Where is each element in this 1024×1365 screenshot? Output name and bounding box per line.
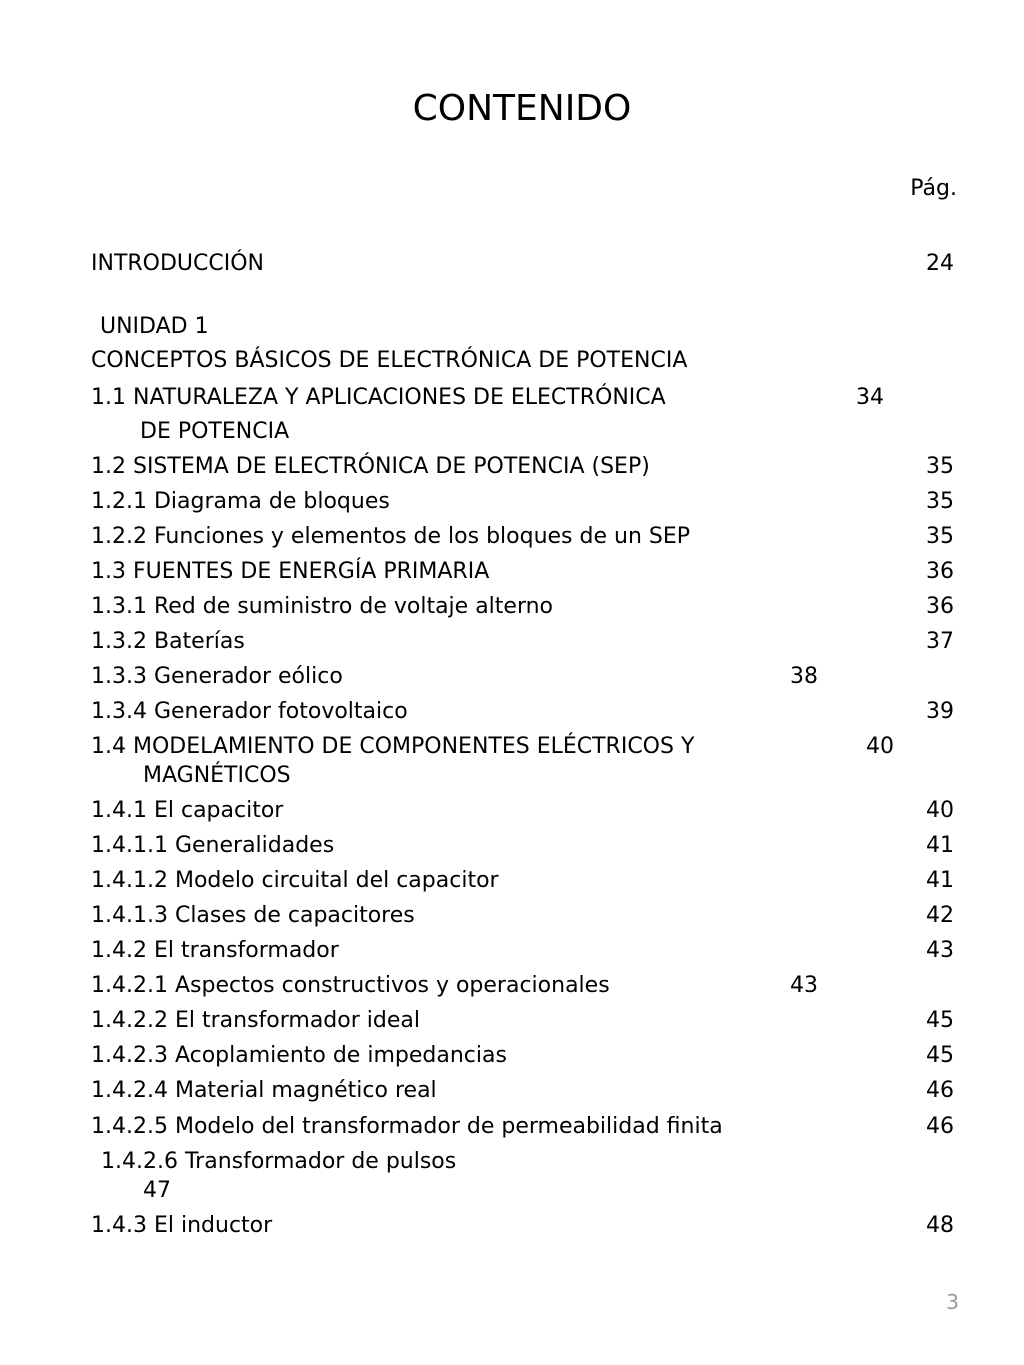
toc-entry-page: 40	[866, 734, 894, 759]
toc-entry-page: 36	[926, 559, 954, 584]
page-title: CONTENIDO	[412, 88, 632, 129]
toc-entry-page: 35	[926, 454, 954, 479]
toc-entry-text: 1.4.2.4 Material magnético real	[91, 1078, 437, 1103]
toc-entry-text: 1.3.1 Red de suministro de voltaje alterno	[91, 594, 554, 619]
toc-entry-page: 45	[926, 1008, 954, 1033]
toc-entry-text: INTRODUCCIÓN	[91, 251, 265, 276]
toc-entry-page: 43	[926, 938, 954, 963]
toc-entry-page: 42	[926, 903, 954, 928]
toc-entry-page: 48	[926, 1213, 954, 1238]
toc-entry-text: 1.4.1.2 Modelo circuital del capacitor	[91, 868, 499, 893]
toc-entry-text: 1.1 NATURALEZA Y APLICACIONES DE ELECTRÓNICA	[91, 385, 666, 410]
toc-entry-text: 1.3.4 Generador fotovoltaico	[91, 699, 408, 724]
toc-entry-page: 38	[790, 664, 818, 689]
toc-entry-text: 1.4.2.6 Transformador de pulsos	[101, 1149, 457, 1174]
toc-entry-text: MAGNÉTICOS	[143, 763, 291, 788]
toc-entry-text: UNIDAD 1	[100, 314, 209, 339]
toc-entry-text: 1.4.3 El inductor	[91, 1213, 273, 1238]
toc-entry-text: 1.3 FUENTES DE ENERGÍA PRIMARIA	[91, 559, 490, 584]
toc-entry-page: 37	[926, 629, 954, 654]
toc-entry-text: 1.4.1 El capacitor	[91, 798, 284, 823]
toc-entry-page: 41	[926, 868, 954, 893]
toc-entry-text: 1.2.1 Diagrama de bloques	[91, 489, 390, 514]
toc-entry-text: 47	[143, 1178, 171, 1203]
toc-entry-page: 36	[926, 594, 954, 619]
toc-entry-text: 1.4 MODELAMIENTO DE COMPONENTES ELÉCTRICOS Y	[91, 734, 695, 759]
toc-entry-page: 24	[926, 251, 954, 276]
toc-entry-text: 1.4.1.3 Clases de capacitores	[91, 903, 415, 928]
toc-entry-text: 1.3.2 Baterías	[91, 629, 245, 654]
toc-entry-text: CONCEPTOS BÁSICOS DE ELECTRÓNICA DE POTENCIA	[91, 348, 688, 373]
toc-entry-page: 46	[926, 1078, 954, 1103]
toc-entry-page: 46	[926, 1114, 954, 1139]
toc-entry-text: 1.4.2 El transformador	[91, 938, 339, 963]
toc-entry-page: 35	[926, 489, 954, 514]
toc-entry-text: 1.2.2 Funciones y elementos de los bloques de un SEP	[91, 524, 691, 549]
toc-entry-text: 1.4.2.2 El transformador ideal	[91, 1008, 420, 1033]
toc-entry-text: 1.3.3 Generador eólico	[91, 664, 343, 689]
toc-entry-page: 43	[790, 973, 818, 998]
toc-entry-page: 40	[926, 798, 954, 823]
page-column-header: Pág.	[910, 176, 957, 201]
toc-entry-text: 1.2 SISTEMA DE ELECTRÓNICA DE POTENCIA (SEP)	[91, 454, 650, 479]
toc-entry-page: 34	[856, 385, 884, 410]
toc-entry-text: DE POTENCIA	[140, 419, 290, 444]
toc-entry-text: 1.4.2.5 Modelo del transformador de permeabilidad finita	[91, 1114, 723, 1139]
toc-entry-text: 1.4.2.1 Aspectos constructivos y operacionales	[91, 973, 610, 998]
toc-entry-page: 39	[926, 699, 954, 724]
toc-entry-page: 35	[926, 524, 954, 549]
toc-entry-page: 45	[926, 1043, 954, 1068]
toc-entry-text: 1.4.1.1 Generalidades	[91, 833, 335, 858]
footer-page-number: 3	[946, 1290, 959, 1314]
toc-entry-page: 41	[926, 833, 954, 858]
toc-entry-text: 1.4.2.3 Acoplamiento de impedancias	[91, 1043, 507, 1068]
